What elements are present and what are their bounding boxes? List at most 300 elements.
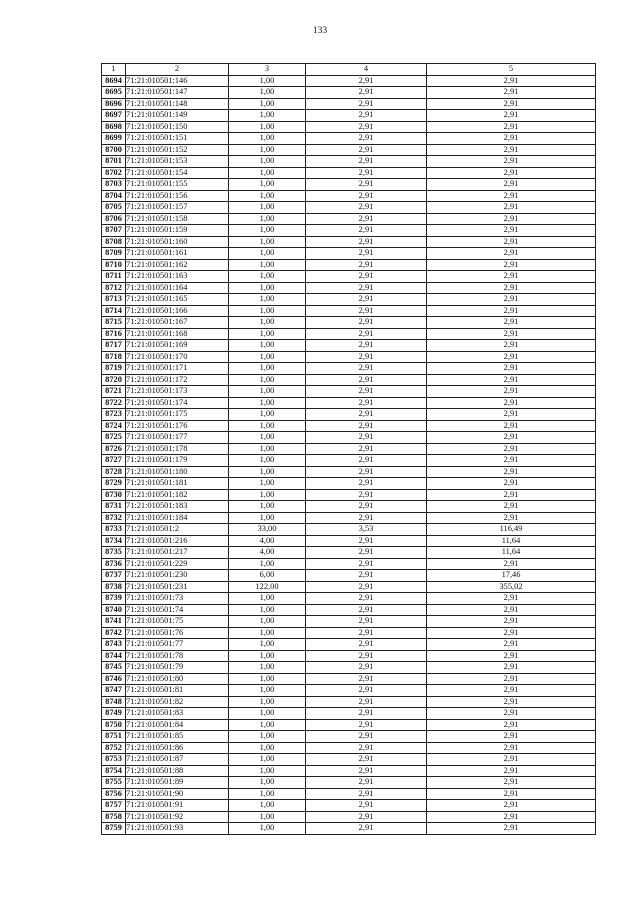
rate-cell: 2,91 — [306, 236, 427, 248]
row-number-cell: 8754 — [102, 765, 126, 777]
amount-cell: 2,91 — [427, 144, 596, 156]
rate-cell: 2,91 — [306, 650, 427, 662]
rate-cell: 2,91 — [306, 823, 427, 835]
table-row — [102, 443, 596, 455]
rate-cell: 2,91 — [306, 259, 427, 271]
amount-cell: 2,91 — [427, 409, 596, 421]
amount-cell: 2,91 — [427, 443, 596, 455]
amount-cell: 2,91 — [427, 110, 596, 122]
row-number-cell: 8737 — [102, 570, 126, 582]
cadastral-number-cell: 71:21:010501:83 — [126, 708, 229, 720]
table-row — [102, 639, 596, 651]
table-header-row — [102, 64, 596, 76]
rate-cell: 2,91 — [306, 800, 427, 812]
amount-cell: 2,91 — [427, 236, 596, 248]
cadastral-number-cell: 71:21:010501:165 — [126, 294, 229, 306]
amount-cell: 2,91 — [427, 501, 596, 513]
table-row — [102, 489, 596, 501]
amount-cell: 2,91 — [427, 800, 596, 812]
rate-cell: 2,91 — [306, 409, 427, 421]
row-number-cell: 8752 — [102, 742, 126, 754]
cadastral-number-cell: 71:21:010501:181 — [126, 478, 229, 490]
row-number-cell: 8711 — [102, 271, 126, 283]
table-row — [102, 179, 596, 191]
row-number-cell: 8707 — [102, 225, 126, 237]
rate-cell: 2,91 — [306, 466, 427, 478]
amount-cell: 2,91 — [427, 489, 596, 501]
cadastral-number-cell: 71:21:010501:93 — [126, 823, 229, 835]
area-cell: 1,00 — [229, 662, 306, 674]
rate-cell: 2,91 — [306, 87, 427, 99]
area-cell: 1,00 — [229, 121, 306, 133]
row-number-cell: 8714 — [102, 305, 126, 317]
row-number-cell: 8747 — [102, 685, 126, 697]
row-number-cell: 8728 — [102, 466, 126, 478]
row-number-cell: 8699 — [102, 133, 126, 145]
cadastral-number-cell: 71:21:010501:88 — [126, 765, 229, 777]
row-number-cell: 8759 — [102, 823, 126, 835]
amount-cell: 2,91 — [427, 823, 596, 835]
area-cell: 1,00 — [229, 478, 306, 490]
row-number-cell: 8755 — [102, 777, 126, 789]
rate-cell: 2,91 — [306, 420, 427, 432]
cadastral-number-cell: 71:21:010501:147 — [126, 87, 229, 99]
rate-cell: 2,91 — [306, 558, 427, 570]
table-row — [102, 75, 596, 87]
amount-cell: 2,91 — [427, 213, 596, 225]
table-row — [102, 719, 596, 731]
row-number-cell: 8731 — [102, 501, 126, 513]
amount-cell: 2,91 — [427, 133, 596, 145]
rate-cell: 2,91 — [306, 731, 427, 743]
area-cell: 1,00 — [229, 466, 306, 478]
rate-cell: 2,91 — [306, 294, 427, 306]
row-number-cell: 8697 — [102, 110, 126, 122]
table-row — [102, 501, 596, 513]
cadastral-number-cell: 71:21:010501:158 — [126, 213, 229, 225]
area-cell: 1,00 — [229, 731, 306, 743]
row-number-cell: 8720 — [102, 374, 126, 386]
rate-cell: 2,91 — [306, 133, 427, 145]
table-row — [102, 478, 596, 490]
rate-cell: 2,91 — [306, 535, 427, 547]
rate-cell: 2,91 — [306, 581, 427, 593]
rate-cell: 2,91 — [306, 501, 427, 513]
table-row — [102, 225, 596, 237]
amount-cell: 116,49 — [427, 524, 596, 536]
table-row — [102, 351, 596, 363]
table-row — [102, 662, 596, 674]
area-cell: 122,00 — [229, 581, 306, 593]
cadastral-number-cell: 71:21:010501:149 — [126, 110, 229, 122]
area-cell: 1,00 — [229, 409, 306, 421]
rate-cell: 2,91 — [306, 685, 427, 697]
row-number-cell: 8746 — [102, 673, 126, 685]
amount-cell: 2,91 — [427, 328, 596, 340]
amount-cell: 2,91 — [427, 512, 596, 524]
table-row — [102, 650, 596, 662]
area-cell: 1,00 — [229, 811, 306, 823]
table-row — [102, 236, 596, 248]
amount-cell: 2,91 — [427, 386, 596, 398]
amount-cell: 2,91 — [427, 708, 596, 720]
rate-cell: 2,91 — [306, 811, 427, 823]
row-number-cell: 8700 — [102, 144, 126, 156]
area-cell: 6,00 — [229, 570, 306, 582]
cadastral-number-cell: 71:21:010501:217 — [126, 547, 229, 559]
rate-cell: 2,91 — [306, 604, 427, 616]
cadastral-number-cell: 71:21:010501:162 — [126, 259, 229, 271]
table-row — [102, 581, 596, 593]
row-number-cell: 8710 — [102, 259, 126, 271]
amount-cell: 2,91 — [427, 558, 596, 570]
rate-cell: 2,91 — [306, 765, 427, 777]
page-number: 133 — [312, 26, 328, 36]
cadastral-number-cell: 71:21:010501:146 — [126, 75, 229, 87]
amount-cell: 2,91 — [427, 156, 596, 168]
rate-cell: 2,91 — [306, 248, 427, 260]
rate-cell: 2,91 — [306, 547, 427, 559]
table-row — [102, 593, 596, 605]
area-cell: 1,00 — [229, 788, 306, 800]
area-cell: 1,00 — [229, 604, 306, 616]
row-number-cell: 8712 — [102, 282, 126, 294]
row-number-cell: 8719 — [102, 363, 126, 375]
row-number-cell: 8721 — [102, 386, 126, 398]
area-cell: 1,00 — [229, 742, 306, 754]
cadastral-number-cell: 71:21:010501:177 — [126, 432, 229, 444]
area-cell: 1,00 — [229, 420, 306, 432]
area-cell: 1,00 — [229, 489, 306, 501]
rate-cell: 2,91 — [306, 742, 427, 754]
rate-cell: 2,91 — [306, 167, 427, 179]
cadastral-number-cell: 71:21:010501:159 — [126, 225, 229, 237]
cadastral-number-cell: 71:21:010501:82 — [126, 696, 229, 708]
cadastral-number-cell: 71:21:010501:175 — [126, 409, 229, 421]
area-cell: 1,00 — [229, 294, 306, 306]
area-cell: 1,00 — [229, 328, 306, 340]
table-row — [102, 777, 596, 789]
column-header-4: 4 — [306, 64, 427, 76]
table-row — [102, 432, 596, 444]
row-number-cell: 8722 — [102, 397, 126, 409]
cadastral-number-cell: 71:21:010501:230 — [126, 570, 229, 582]
column-header-3: 3 — [229, 64, 306, 76]
cadastral-number-cell: 71:21:010501:157 — [126, 202, 229, 214]
cadastral-number-cell: 71:21:010501:86 — [126, 742, 229, 754]
area-cell: 1,00 — [229, 708, 306, 720]
row-number-cell: 8740 — [102, 604, 126, 616]
rate-cell: 2,91 — [306, 570, 427, 582]
amount-cell: 2,91 — [427, 811, 596, 823]
rate-cell: 2,91 — [306, 121, 427, 133]
row-number-cell: 8701 — [102, 156, 126, 168]
amount-cell: 2,91 — [427, 478, 596, 490]
area-cell: 1,00 — [229, 110, 306, 122]
amount-cell: 2,91 — [427, 639, 596, 651]
rate-cell: 2,91 — [306, 179, 427, 191]
cadastral-number-cell: 71:21:010501:90 — [126, 788, 229, 800]
cadastral-number-cell: 71:21:010501:176 — [126, 420, 229, 432]
amount-cell: 2,91 — [427, 317, 596, 329]
rate-cell: 2,91 — [306, 455, 427, 467]
cadastral-number-cell: 71:21:010501:92 — [126, 811, 229, 823]
table-row — [102, 397, 596, 409]
table-row — [102, 535, 596, 547]
table-row — [102, 259, 596, 271]
table-row — [102, 121, 596, 133]
cadastral-number-cell: 71:21:010501:152 — [126, 144, 229, 156]
area-cell: 1,00 — [229, 650, 306, 662]
area-cell: 1,00 — [229, 190, 306, 202]
rate-cell: 2,91 — [306, 489, 427, 501]
row-number-cell: 8745 — [102, 662, 126, 674]
amount-cell: 2,91 — [427, 754, 596, 766]
table-row — [102, 374, 596, 386]
amount-cell: 2,91 — [427, 179, 596, 191]
table-row — [102, 317, 596, 329]
table-row — [102, 110, 596, 122]
cadastral-number-cell: 71:21:010501:74 — [126, 604, 229, 616]
amount-cell: 2,91 — [427, 75, 596, 87]
area-cell: 1,00 — [229, 363, 306, 375]
amount-cell: 2,91 — [427, 294, 596, 306]
amount-cell: 2,91 — [427, 340, 596, 352]
cadastral-number-cell: 71:21:010501:216 — [126, 535, 229, 547]
row-number-cell: 8742 — [102, 627, 126, 639]
amount-cell: 2,91 — [427, 777, 596, 789]
area-cell: 1,00 — [229, 179, 306, 191]
amount-cell: 2,91 — [427, 466, 596, 478]
amount-cell: 2,91 — [427, 363, 596, 375]
table-row — [102, 627, 596, 639]
amount-cell: 2,91 — [427, 397, 596, 409]
rate-cell: 2,91 — [306, 719, 427, 731]
amount-cell: 2,91 — [427, 765, 596, 777]
area-cell: 1,00 — [229, 282, 306, 294]
table-row — [102, 420, 596, 432]
rate-cell: 2,91 — [306, 639, 427, 651]
registry-table — [101, 63, 596, 835]
table-row — [102, 328, 596, 340]
row-number-cell: 8741 — [102, 616, 126, 628]
cadastral-number-cell: 71:21:010501:160 — [126, 236, 229, 248]
rate-cell: 2,91 — [306, 443, 427, 455]
area-cell: 1,00 — [229, 167, 306, 179]
cadastral-number-cell: 71:21:010501:174 — [126, 397, 229, 409]
table-row — [102, 271, 596, 283]
cadastral-number-cell: 71:21:010501:75 — [126, 616, 229, 628]
rate-cell: 2,91 — [306, 788, 427, 800]
column-header-5: 5 — [427, 64, 596, 76]
cadastral-number-cell: 71:21:010501:166 — [126, 305, 229, 317]
area-cell: 1,00 — [229, 213, 306, 225]
cadastral-number-cell: 71:21:010501:179 — [126, 455, 229, 467]
rate-cell: 2,91 — [306, 282, 427, 294]
cadastral-number-cell: 71:21:010501:151 — [126, 133, 229, 145]
table-row — [102, 547, 596, 559]
cadastral-number-cell: 71:21:010501:183 — [126, 501, 229, 513]
table-row — [102, 685, 596, 697]
row-number-cell: 8739 — [102, 593, 126, 605]
area-cell: 1,00 — [229, 317, 306, 329]
row-number-cell: 8734 — [102, 535, 126, 547]
area-cell: 1,00 — [229, 386, 306, 398]
table-row — [102, 144, 596, 156]
cadastral-number-cell: 71:21:010501:89 — [126, 777, 229, 789]
table-row — [102, 742, 596, 754]
area-cell: 1,00 — [229, 777, 306, 789]
cadastral-number-cell: 71:21:010501:154 — [126, 167, 229, 179]
row-number-cell: 8705 — [102, 202, 126, 214]
area-cell: 1,00 — [229, 271, 306, 283]
amount-cell: 2,91 — [427, 432, 596, 444]
row-number-cell: 8757 — [102, 800, 126, 812]
amount-cell: 2,91 — [427, 259, 596, 271]
amount-cell: 2,91 — [427, 627, 596, 639]
rate-cell: 2,91 — [306, 213, 427, 225]
row-number-cell: 8735 — [102, 547, 126, 559]
row-number-cell: 8730 — [102, 489, 126, 501]
area-cell: 1,00 — [229, 156, 306, 168]
amount-cell: 2,91 — [427, 788, 596, 800]
rate-cell: 2,91 — [306, 696, 427, 708]
area-cell: 1,00 — [229, 133, 306, 145]
table-body — [102, 75, 596, 834]
cadastral-number-cell: 71:21:010501:167 — [126, 317, 229, 329]
table-row — [102, 133, 596, 145]
area-cell: 1,00 — [229, 98, 306, 110]
table-row — [102, 696, 596, 708]
row-number-cell: 8750 — [102, 719, 126, 731]
area-cell: 1,00 — [229, 558, 306, 570]
amount-cell: 2,91 — [427, 167, 596, 179]
area-cell: 1,00 — [229, 455, 306, 467]
table-row — [102, 340, 596, 352]
row-number-cell: 8756 — [102, 788, 126, 800]
amount-cell: 2,91 — [427, 696, 596, 708]
area-cell: 1,00 — [229, 685, 306, 697]
cadastral-number-cell: 71:21:010501:163 — [126, 271, 229, 283]
row-number-cell: 8732 — [102, 512, 126, 524]
row-number-cell: 8703 — [102, 179, 126, 191]
row-number-cell: 8748 — [102, 696, 126, 708]
amount-cell: 2,91 — [427, 455, 596, 467]
amount-cell: 2,91 — [427, 248, 596, 260]
table-row — [102, 294, 596, 306]
cadastral-number-cell: 71:21:010501:229 — [126, 558, 229, 570]
row-number-cell: 8729 — [102, 478, 126, 490]
rate-cell: 2,91 — [306, 593, 427, 605]
amount-cell: 2,91 — [427, 282, 596, 294]
area-cell: 1,00 — [229, 696, 306, 708]
area-cell: 1,00 — [229, 719, 306, 731]
amount-cell: 2,91 — [427, 662, 596, 674]
table-row — [102, 455, 596, 467]
amount-cell: 2,91 — [427, 673, 596, 685]
cadastral-number-cell: 71:21:010501:150 — [126, 121, 229, 133]
cadastral-number-cell: 71:21:010501:182 — [126, 489, 229, 501]
table-row — [102, 512, 596, 524]
cadastral-number-cell: 71:21:010501:81 — [126, 685, 229, 697]
cadastral-number-cell: 71:21:010501:173 — [126, 386, 229, 398]
table-row — [102, 386, 596, 398]
rate-cell: 2,91 — [306, 225, 427, 237]
cadastral-number-cell: 71:21:010501:148 — [126, 98, 229, 110]
cadastral-number-cell: 71:21:010501:153 — [126, 156, 229, 168]
area-cell: 1,00 — [229, 593, 306, 605]
row-number-cell: 8706 — [102, 213, 126, 225]
rate-cell: 2,91 — [306, 202, 427, 214]
rate-cell: 2,91 — [306, 305, 427, 317]
rate-cell: 2,91 — [306, 432, 427, 444]
amount-cell: 11,64 — [427, 535, 596, 547]
area-cell: 1,00 — [229, 800, 306, 812]
rate-cell: 2,91 — [306, 75, 427, 87]
row-number-cell: 8744 — [102, 650, 126, 662]
table-row — [102, 765, 596, 777]
area-cell: 33,00 — [229, 524, 306, 536]
column-header-2: 2 — [126, 64, 229, 76]
row-number-cell: 8713 — [102, 294, 126, 306]
row-number-cell: 8715 — [102, 317, 126, 329]
area-cell: 1,00 — [229, 305, 306, 317]
area-cell: 1,00 — [229, 87, 306, 99]
amount-cell: 2,91 — [427, 202, 596, 214]
table-row — [102, 754, 596, 766]
row-number-cell: 8698 — [102, 121, 126, 133]
table-row — [102, 190, 596, 202]
table-row — [102, 98, 596, 110]
table-row — [102, 558, 596, 570]
row-number-cell: 8751 — [102, 731, 126, 743]
rate-cell: 2,91 — [306, 673, 427, 685]
table-row — [102, 87, 596, 99]
amount-cell: 2,91 — [427, 271, 596, 283]
area-cell: 1,00 — [229, 75, 306, 87]
table-row — [102, 811, 596, 823]
cadastral-number-cell: 71:21:010501:161 — [126, 248, 229, 260]
table-row — [102, 604, 596, 616]
cadastral-number-cell: 71:21:010501:172 — [126, 374, 229, 386]
amount-cell: 2,91 — [427, 190, 596, 202]
area-cell: 1,00 — [229, 248, 306, 260]
row-number-cell: 8736 — [102, 558, 126, 570]
rate-cell: 2,91 — [306, 754, 427, 766]
row-number-cell: 8733 — [102, 524, 126, 536]
amount-cell: 17,46 — [427, 570, 596, 582]
amount-cell: 2,91 — [427, 604, 596, 616]
rate-cell: 2,91 — [306, 340, 427, 352]
area-cell: 1,00 — [229, 639, 306, 651]
cadastral-number-cell: 71:21:010501:84 — [126, 719, 229, 731]
cadastral-number-cell: 71:21:010501:2 — [126, 524, 229, 536]
cadastral-number-cell: 71:21:010501:156 — [126, 190, 229, 202]
table-row — [102, 466, 596, 478]
table-row — [102, 731, 596, 743]
table-row — [102, 167, 596, 179]
rate-cell: 2,91 — [306, 708, 427, 720]
cadastral-number-cell: 71:21:010501:170 — [126, 351, 229, 363]
area-cell: 1,00 — [229, 144, 306, 156]
area-cell: 1,00 — [229, 616, 306, 628]
row-number-cell: 8758 — [102, 811, 126, 823]
amount-cell: 2,91 — [427, 98, 596, 110]
rate-cell: 2,91 — [306, 190, 427, 202]
rate-cell: 2,91 — [306, 363, 427, 375]
rate-cell: 2,91 — [306, 512, 427, 524]
row-number-cell: 8724 — [102, 420, 126, 432]
